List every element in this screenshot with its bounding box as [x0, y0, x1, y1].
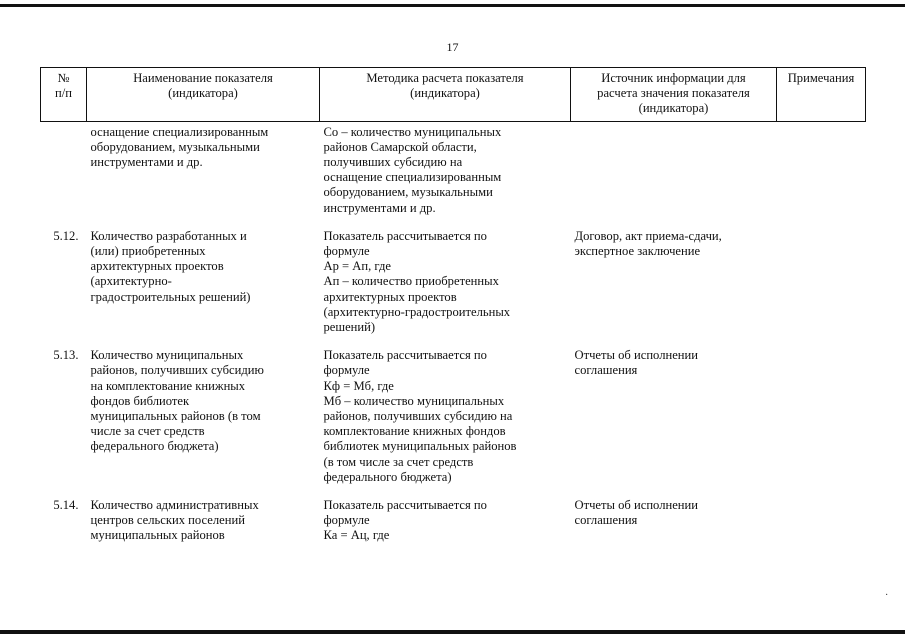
cell-line: районов Самарской области,: [323, 139, 477, 154]
table-row: [41, 348, 866, 498]
header-number: № п/п: [41, 68, 87, 122]
cell-notes: [777, 121, 866, 229]
bottom-border-line: [0, 630, 905, 634]
header-row: [41, 68, 866, 122]
cell-calculation-method: [320, 348, 571, 498]
table-row: [41, 121, 866, 229]
cell-number: 5.13.: [53, 348, 79, 363]
cell-line: районов, получивших субсидию: [90, 363, 264, 378]
cell-line: (архитектурно-градостроительных: [323, 304, 511, 319]
cell-line: (или) приобретенных: [90, 244, 206, 259]
cell-information-source: [571, 229, 777, 348]
cell-line: Показатель рассчитывается по: [323, 348, 487, 363]
cell-line: формуле: [323, 244, 370, 259]
cell-calculation-method: [320, 498, 571, 557]
cell-line: оснащение специализированным: [323, 170, 502, 185]
cell-line: Со – количество муниципальных: [323, 124, 502, 139]
cell-indicator-name: [87, 348, 320, 498]
table-body: [41, 121, 866, 557]
cell-notes: [777, 229, 866, 348]
cell-line: Отчеты об исполнении: [574, 498, 699, 513]
cell-line: архитектурных проектов: [323, 289, 457, 304]
cell-information-source: [571, 498, 777, 557]
cell-line: Количество административных: [90, 498, 259, 513]
cell-line: библиотек муниципальных районов: [323, 439, 517, 454]
cell-indicator-name: [87, 121, 320, 229]
cell-calculation-method: [320, 229, 571, 348]
cell-line: федерального бюджета): [323, 469, 452, 484]
cell-line: на комплектование книжных: [90, 378, 246, 393]
cell-line: центров сельских поселений: [90, 513, 245, 528]
cell-line: Договор, акт приема-сдачи,: [574, 228, 722, 243]
cell-line: градостроительных решений): [90, 289, 251, 304]
cell-line: инструментами и др.: [323, 200, 436, 215]
cell-line: районов, получивших субсидию на: [323, 409, 513, 424]
cell-line: Ка = Ац, где: [323, 528, 390, 543]
indicator-table: [40, 67, 866, 557]
cell-line: формуле: [323, 363, 370, 378]
cell-line: оборудованием, музыкальными: [90, 139, 260, 154]
scan-dot: ·: [885, 590, 889, 601]
cell-line: оснащение специализированным: [90, 124, 269, 139]
cell-line: формуле: [323, 513, 370, 528]
header-notes: Примечания: [777, 68, 866, 122]
cell-line: экспертное заключение: [574, 244, 701, 259]
cell-line: муниципальных районов (в том: [90, 409, 261, 424]
cell-line: Количество муниципальных: [90, 348, 244, 363]
cell-line: Ап – количество приобретенных: [323, 274, 499, 289]
page-number: 17: [446, 40, 459, 54]
cell-calculation-method: [320, 121, 571, 229]
cell-indicator-name: [87, 498, 320, 557]
cell-line: инструментами и др.: [90, 155, 203, 170]
cell-line: Кф = Мб, где: [323, 378, 394, 393]
table-row: [41, 498, 866, 557]
cell-line: оборудованием, музыкальными: [323, 185, 493, 200]
header-indicator-name: Наименование показателя (индикатора): [87, 68, 320, 122]
cell-line: Отчеты об исполнении: [574, 348, 699, 363]
cell-line: Показатель рассчитывается по: [323, 228, 487, 243]
cell-number: [41, 121, 87, 229]
header-information-source: Источник информации для расчета значения показателя (индикатора): [571, 68, 777, 122]
cell-line: (в том числе за счет средств: [323, 454, 474, 469]
cell-number: 5.14.: [53, 498, 79, 513]
header-calculation-method: Методика расчета показателя (индикатора): [320, 68, 571, 122]
cell-line: (архитектурно-: [90, 274, 172, 289]
table-row: [41, 229, 866, 348]
table-header: [41, 68, 866, 122]
cell-information-source: [571, 348, 777, 498]
cell-line: числе за счет средств: [90, 424, 205, 439]
cell-line: Мб – количество муниципальных: [323, 393, 505, 408]
cell-line: соглашения: [574, 363, 638, 378]
cell-line: Количество разработанных и: [90, 228, 247, 243]
cell-line: получивших субсидию на: [323, 155, 463, 170]
cell-line: комплектование книжных фондов: [323, 424, 506, 439]
cell-notes: [777, 348, 866, 498]
cell-indicator-name: [87, 229, 320, 348]
cell-line: решений): [323, 320, 376, 335]
cell-information-source: [571, 121, 777, 229]
cell-line: федерального бюджета): [90, 439, 219, 454]
cell-notes: [777, 498, 866, 557]
cell-line: муниципальных районов: [90, 528, 225, 543]
top-border-line: [0, 4, 905, 7]
cell-line: архитектурных проектов: [90, 259, 224, 274]
cell-line: Показатель рассчитывается по: [323, 498, 487, 513]
cell-line: Ар = Ап, где: [323, 259, 391, 274]
cell-number: 5.12.: [53, 228, 79, 243]
cell-line: фондов библиотек: [90, 393, 190, 408]
cell-line: соглашения: [574, 513, 638, 528]
